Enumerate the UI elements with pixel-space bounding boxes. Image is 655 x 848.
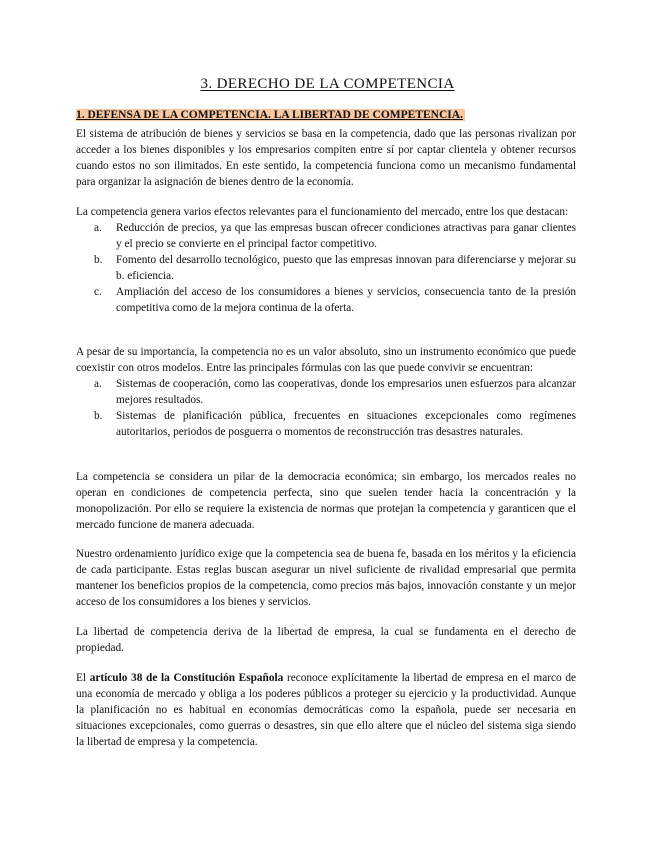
paragraph-6: La libertad de competencia deriva de la libertad de empresa, la cual se fundamenta en el derecho de propiedad. — [76, 626, 576, 654]
list-item-text: Fomento del desarrollo tecnológico, puesto que las empresas innovan para diferenciarse y mejorar su b. eficiencia. — [116, 254, 576, 282]
list-item — [94, 284, 576, 316]
paragraph-4: La competencia se considera un pilar de la democracia económica; sin embargo, los mercados reales no operan en condiciones de competencia perfecta, sino que suelen tender hacia la concentración y la monopolización. Por ello se requiere la existencia de normas que protejan la competencia y garanticen que el mercado funcione de manera adecuada. — [76, 471, 576, 531]
paragraph-7-rest: reconoce explícitamente la libertad de empresa en el marco de una economía de mercado y obliga a los poderes públicos a proteger su ejercicio y la productividad. Aunque la planificación no es habitual en economías democráticas como la española, puede ser necesaria en situaciones excepcionales, como guerras o desastres, sin que ello altere que el núcleo del sistema siga siendo la libertad de empresa y la competencia. — [76, 672, 576, 748]
list-item-text: Sistemas de planificación pública, frecuentes en situaciones excepcionales como regímenes autoritarios, periodos de posguerra o momentos de reconstrucción tras desastres naturales. — [116, 410, 576, 438]
paragraph-5: Nuestro ordenamiento jurídico exige que la competencia sea de buena fe, basada en los méritos y la eficiencia de cada participante. Estas reglas buscan asegurar un nivel suficiente de rivalidad empresarial que permita mantener los beneficios propios de la competencia, como precios más bajos, innovación constante y un mejor acceso de los consumidores a los bienes y servicios. — [76, 548, 576, 608]
paragraph-7-start: El — [76, 672, 90, 684]
list-item — [94, 252, 576, 284]
paragraph-2-intro: La competencia genera varios efectos relevantes para el funcionamiento del mercado, entre los que destacan: — [76, 206, 569, 218]
constitution-article-reference: artículo 38 de la Constitución Española — [89, 672, 284, 684]
list-marker: a. — [94, 222, 102, 234]
list-marker: b. — [94, 410, 103, 422]
list-item-text: Reducción de precios, ya que las empresas buscan ofrecer condiciones atractivas para ganar clientes y el precio se convierte en el principal factor competitivo. — [116, 222, 576, 250]
list-marker: a. — [94, 378, 102, 390]
list-item-text: Ampliación del acceso de los consumidores a bienes y servicios, consecuencia tanto de la presión competitiva como de la mejora continua de la oferta. — [116, 286, 576, 314]
list-marker: b. — [94, 254, 103, 266]
models-list — [76, 376, 576, 440]
paragraph-3 — [76, 344, 576, 440]
list-item — [94, 220, 576, 252]
effects-list — [76, 220, 576, 316]
list-item-text: Sistemas de cooperación, como las cooperativas, donde los empresarios unen esfuerzos para alcanzar mejores resultados. — [116, 378, 576, 406]
paragraph-1: El sistema de atribución de bienes y servicios se basa en la competencia, dado que las personas rivalizan por acceder a los bienes disponibles y los empresarios compiten entre sí por captar clientela y obtener recursos cuando estos no son ilimitados. En este sentido, la competencia funciona como un mecanismo fundamental para organizar la asignación de bienes dentro de la economía. — [76, 128, 576, 188]
list-marker: c. — [94, 286, 102, 298]
section-heading: 1. DEFENSA DE LA COMPETENCIA. LA LIBERTAD DE COMPETENCIA. — [76, 109, 463, 121]
paragraph-7 — [76, 670, 576, 750]
page-title: 3. DERECHO DE LA COMPETENCIA — [200, 76, 455, 92]
list-item — [94, 408, 576, 440]
paragraph-2 — [76, 204, 576, 316]
paragraph-3-intro: A pesar de su importancia, la competencia no es un valor absoluto, sino un instrumento económico que puede coexistir con otros modelos. Entre las principales fórmulas con las que puede convivir se encuentran: — [76, 346, 576, 374]
list-item — [94, 376, 576, 408]
